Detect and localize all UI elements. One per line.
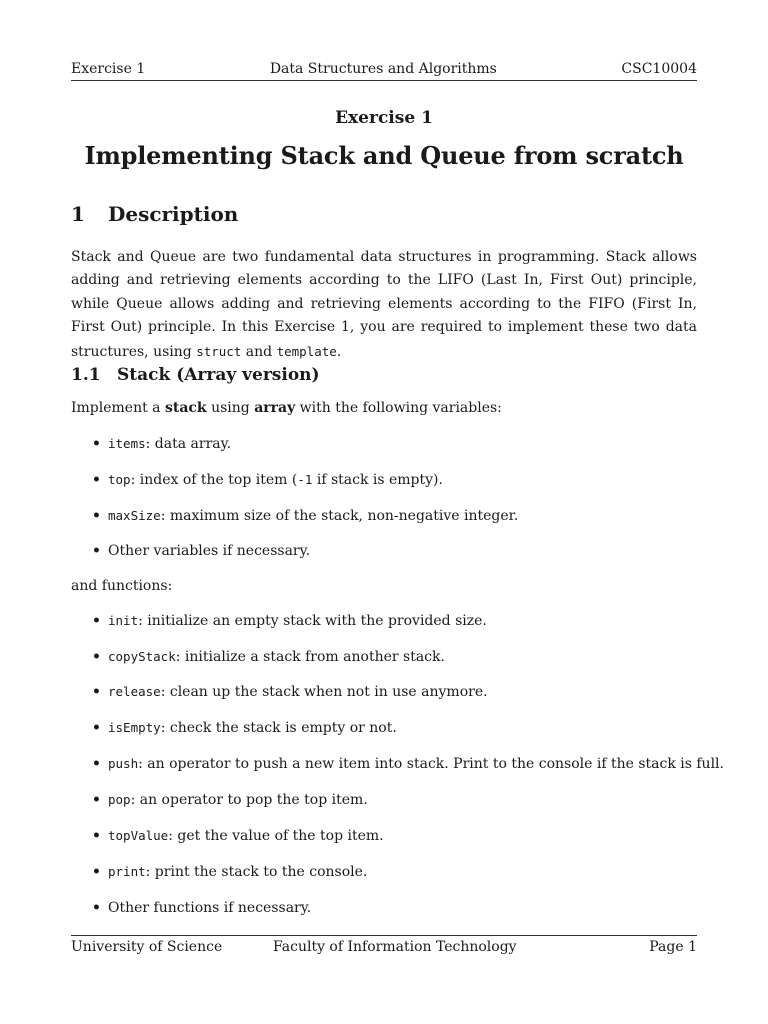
header-course-name: Data Structures and Algorithms [269,61,497,77]
page-footer [71,935,697,959]
list-item [92,649,445,665]
code-struct: struct [196,343,242,359]
function-name: print [108,864,146,879]
function-desc: : initialize a stack from another stack. [175,649,445,665]
function-name: copyStack [108,649,176,664]
function-name: init [108,613,139,628]
bullet-icon: • [92,649,101,665]
function-name: isEmpty [108,720,161,735]
intro-post: with the following variables: [295,400,502,416]
function-desc: : check the stack is empty or not. [160,720,397,736]
bullet-icon: • [92,613,101,629]
variable-desc: Other variables if necessary. [108,543,311,559]
bullet-icon: • [92,864,101,880]
subsection-title: Stack (Array version) [117,365,320,385]
function-desc: : an operator to push a new item into stack. Print to the console if the stack is full. [138,756,724,772]
subsection-number: 1.1 [71,365,101,385]
page-title: Implementing Stack and Queue from scratch [84,141,684,170]
function-name: pop [108,792,131,807]
bullet-icon: • [92,720,101,736]
bullet-icon: • [92,472,101,488]
footer-faculty: Faculty of Information Technology [273,939,517,955]
function-name: push [108,756,139,771]
variable-name: items [108,436,146,451]
section-number: 1 [71,202,85,226]
intro-pre: Implement a [71,400,165,416]
bullet-icon: • [92,436,101,452]
bullet-icon: • [92,756,101,772]
list-item [92,792,368,808]
bullet-icon: • [92,828,101,844]
header-left: Exercise 1 [71,61,146,77]
variable-desc: : data array. [145,436,232,452]
header-course-code: CSC10004 [621,61,697,77]
bullet-icon: • [92,508,101,524]
section-heading [71,202,238,226]
intro-paragraph [71,400,502,416]
list-item [92,508,518,524]
list-item [92,543,310,559]
function-desc: : clean up the stack when not in use anymore. [160,684,488,700]
list-item [92,472,443,488]
function-desc: Other functions if necessary. [108,900,312,916]
variable-desc: : index of the top item ( [130,472,298,488]
bullet-icon: • [92,792,101,808]
variable-desc: : maximum size of the stack, non-negative integer. [160,508,519,524]
exercise-label: Exercise 1 [335,108,433,128]
function-desc: : an operator to pop the top item. [130,792,368,808]
footer-page-number: Page 1 [649,939,697,955]
page-header [71,57,697,81]
section-title: Description [108,202,239,226]
function-desc: : get the value of the top item. [168,828,384,844]
variable-name: maxSize [108,508,161,523]
description-and: and [241,343,277,360]
list-item [92,436,231,452]
description-paragraph [71,246,697,364]
function-desc: : print the stack to the console. [145,864,368,880]
list-item [92,613,487,629]
bullet-icon: • [92,684,101,700]
list-item [92,684,488,700]
variable-desc-end: if stack is empty). [312,472,443,488]
intro-stack: stack [164,400,207,416]
list-item [92,900,311,916]
variable-name: top [108,472,131,487]
list-item [92,720,397,736]
list-item [92,864,367,880]
variable-code: -1 [297,472,313,487]
intro-mid: using [206,400,255,416]
intro-array: array [254,400,296,416]
list-item [92,828,384,844]
footer-university: University of Science [71,939,223,955]
function-desc: : initialize an empty stack with the provided size. [138,613,487,629]
code-template: template [276,343,337,359]
function-name: release [108,684,161,699]
subsection-heading [71,365,320,385]
list-item [92,756,724,772]
functions-label: and functions: [71,578,173,594]
description-end: . [336,343,342,360]
function-name: topValue [108,828,169,843]
description-text: Stack and Queue are two fundamental data structures in programming. Stack allows adding and retrieving elements according to the LIFO (Last In, First Out) principle, while Queue allows adding and retrieving elements according to the FIFO (First In, First Out) principle. In this Exercise 1, you are required to implement these two data structures, using [71,249,697,360]
bullet-icon: • [92,900,101,916]
bullet-icon: • [92,543,101,559]
